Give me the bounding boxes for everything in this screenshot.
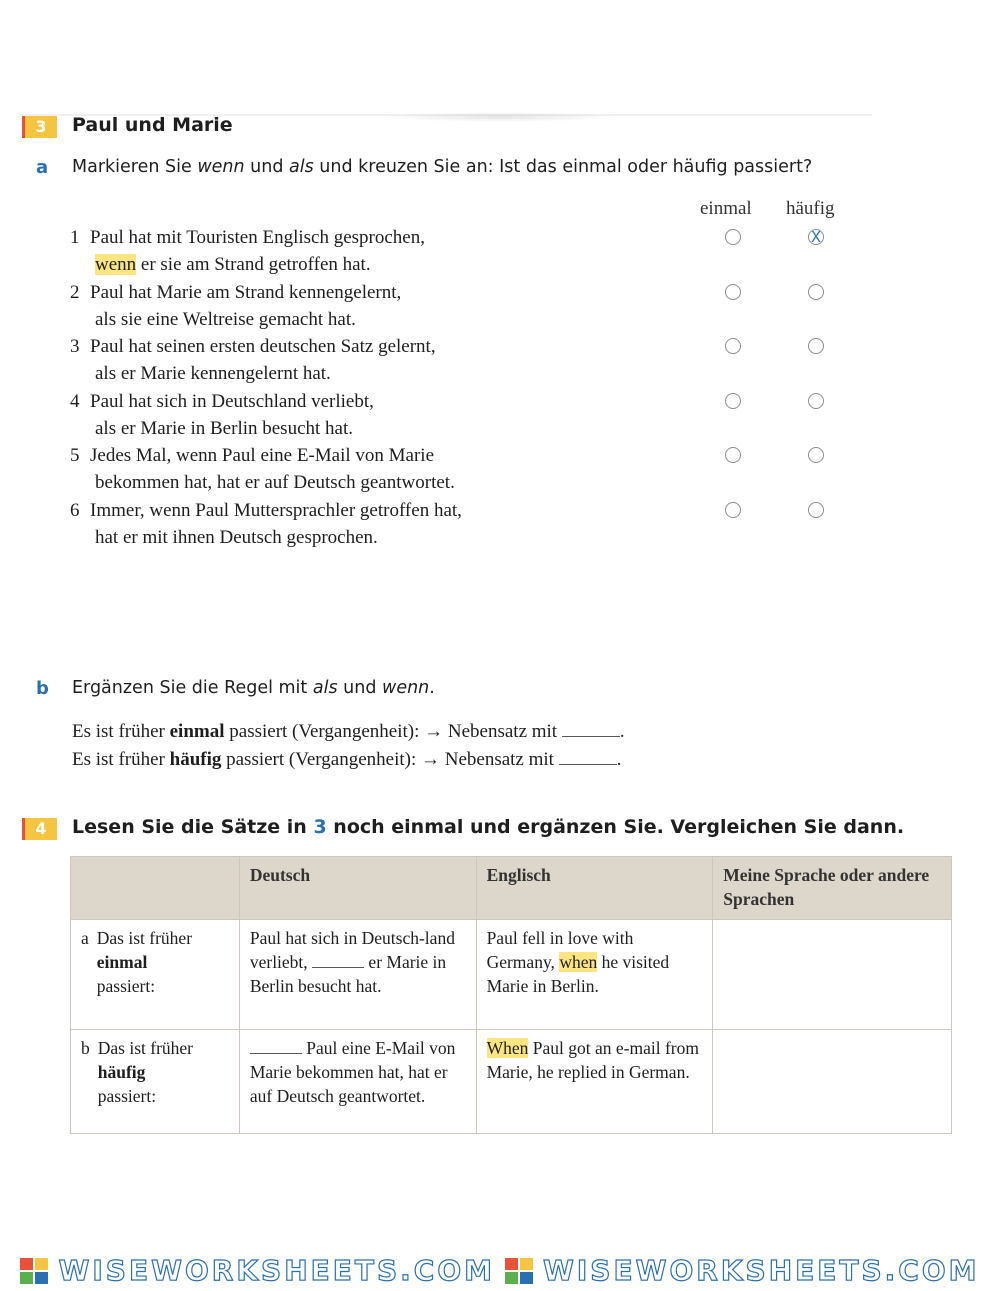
radio-haeufig-5[interactable]: [808, 447, 824, 463]
cell-englisch-b: When Paul got an e-mail from Marie, he replied in German.: [476, 1030, 713, 1134]
statement-item: [70, 333, 436, 387]
statement-line2: er sie am Strand getroffen hat.: [136, 254, 371, 275]
statement-line2: bekommen hat, hat er auf Deutsch geantwortet.: [95, 472, 455, 494]
table-row: [71, 1030, 952, 1134]
task-b-instruction: Ergänzen Sie die Regel mit als und wenn.: [72, 678, 435, 698]
statement-line1: Paul hat mit Touristen Englisch gesprochen,: [90, 227, 425, 248]
table-header-empty: [71, 857, 240, 920]
statement-number: 4: [70, 390, 80, 412]
cell-deutsch-a: Paul hat sich in Deutsch-land verliebt, er Marie in Berlin besucht hat.: [239, 920, 476, 1030]
statement-line1: Jedes Mal, wenn Paul eine E-Mail von Marie: [90, 445, 435, 467]
radio-einmal-6[interactable]: [725, 502, 741, 518]
rule-line-einmal: Es ist früher einmal passiert (Vergangenheit): → Nebensatz mit .: [72, 721, 625, 742]
statement-line2: als sie eine Weltreise gemacht hat.: [95, 308, 356, 330]
rule-line-haeufig: Es ist früher häufig passiert (Vergangenheit): → Nebensatz mit .: [72, 749, 622, 770]
column-header-haeufig: häufig: [786, 198, 835, 219]
radio-einmal-4[interactable]: [725, 393, 741, 409]
radio-haeufig-2[interactable]: [808, 284, 824, 300]
row-label-b: b Das ist früher häufig passiert:: [71, 1030, 240, 1134]
exercise-title-3: Paul und Marie: [72, 114, 233, 136]
cell-meine-sprache-a[interactable]: [713, 920, 952, 1030]
statement-number: 1: [70, 227, 80, 248]
statement-line1: Paul hat Marie am Strand kennengelernt,: [90, 281, 402, 303]
watermark-logo-icon: [20, 1258, 48, 1284]
rule-blank-haeufig[interactable]: [559, 750, 617, 765]
table-blank-a[interactable]: [312, 953, 364, 968]
rule-blank-einmal[interactable]: [562, 722, 620, 737]
exercise-number-3: 3: [22, 116, 57, 138]
top-shadow: [380, 112, 620, 122]
statement-number: 6: [70, 500, 80, 521]
cell-meine-sprache-b[interactable]: [713, 1030, 952, 1134]
radio-haeufig-3[interactable]: [808, 338, 824, 354]
table-header-meine-sprache: Meine Sprache oder andere Sprachen: [713, 857, 952, 920]
column-header-einmal: einmal: [700, 198, 752, 219]
statement-item: [70, 497, 462, 551]
radio-haeufig-4[interactable]: [808, 393, 824, 409]
cell-englisch-a: Paul fell in love with Germany, when he visited Marie in Berlin.: [476, 920, 713, 1030]
exercise-title-4: Lesen Sie die Sätze in 3 noch einmal und ergänzen Sie. Vergleichen Sie dann.: [72, 816, 905, 838]
table-header-englisch: Englisch: [476, 857, 713, 920]
table-header-row: [71, 857, 952, 920]
radio-einmal-3[interactable]: [725, 338, 741, 354]
watermark-text: WISEWORKSHEETS.COM: [543, 1254, 980, 1287]
statement-item: [70, 224, 425, 278]
statement-number: 3: [70, 336, 80, 358]
comparison-table: [70, 856, 952, 1134]
exercise-reference: 3: [313, 816, 327, 838]
statement-line2: als er Marie in Berlin besucht hat.: [95, 417, 354, 439]
radio-einmal-5[interactable]: [725, 447, 741, 463]
cell-deutsch-b: Paul eine E-Mail von Marie bekommen hat, hat er auf Deutsch geantwortet.: [239, 1030, 476, 1134]
watermark-bar: [0, 1250, 1000, 1291]
statement-line1: Paul hat sich in Deutschland verliebt,: [90, 390, 374, 412]
table-blank-b[interactable]: [250, 1039, 302, 1054]
radio-einmal-1[interactable]: [725, 229, 741, 245]
exercise-number-4: 4: [22, 818, 57, 840]
radio-haeufig-1[interactable]: X: [808, 229, 824, 245]
row-label-a: a Das ist früher einmal passiert:: [71, 920, 240, 1030]
statement-item: [70, 442, 455, 496]
task-a-instruction: Markieren Sie wenn und als und kreuzen Sie an: Ist das einmal oder häufig passiert?: [72, 157, 813, 177]
statement-line1: Immer, wenn Paul Muttersprachler getroffen hat,: [90, 500, 462, 521]
radio-einmal-2[interactable]: [725, 284, 741, 300]
watermark-logo-icon: [505, 1258, 533, 1284]
highlight-word: wenn: [95, 254, 137, 275]
statement-line2: als er Marie kennengelernt hat.: [95, 363, 331, 385]
task-letter-b: b: [36, 678, 49, 699]
statement-line1: Paul hat seinen ersten deutschen Satz gelernt,: [90, 336, 436, 358]
table-row: [71, 920, 952, 1030]
statement-number: 5: [70, 445, 80, 467]
statement-number: 2: [70, 281, 80, 303]
task-letter-a: a: [36, 157, 49, 178]
watermark-text: WISEWORKSHEETS.COM: [58, 1254, 495, 1287]
table-header-deutsch: Deutsch: [239, 857, 476, 920]
radio-haeufig-6[interactable]: [808, 502, 824, 518]
statement-item: [70, 279, 401, 333]
statement-item: [70, 388, 374, 442]
statement-line2: hat er mit ihnen Deutsch gesprochen.: [95, 527, 378, 548]
